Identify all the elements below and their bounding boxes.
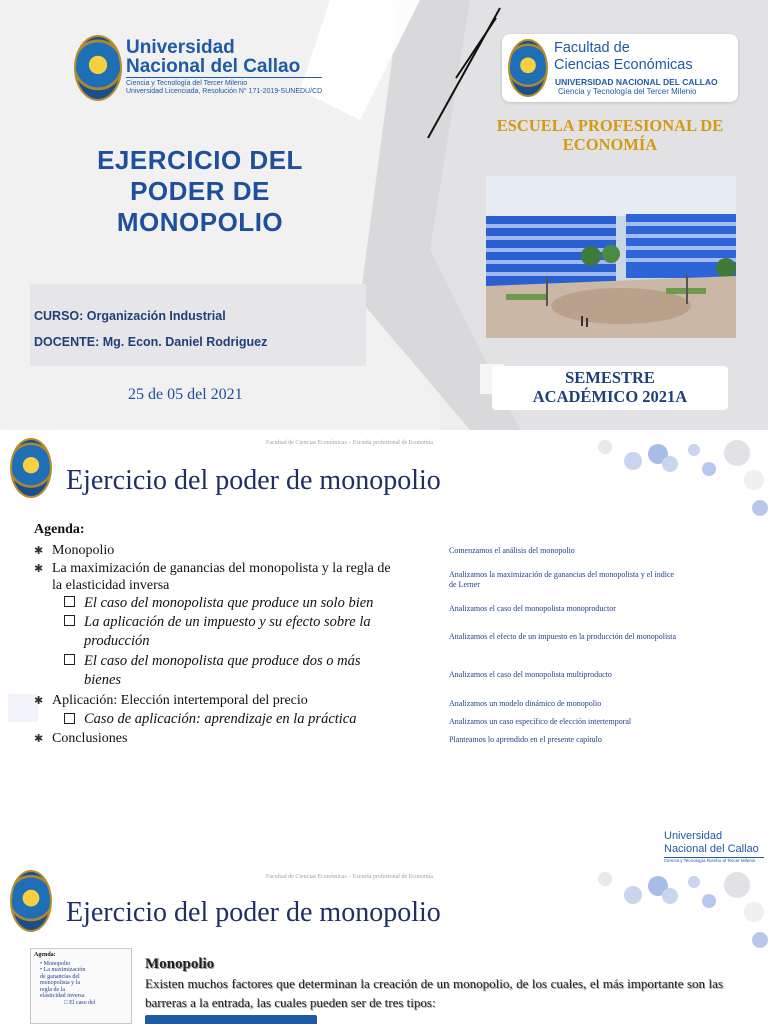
university-sub-line2: Universidad Licenciada, Resolución N° 171-2019-SUNEDU/CD — [126, 88, 323, 95]
corner-logo-line3: Ciencia y Tecnología Rumbo al Tercer Milenio — [664, 858, 756, 863]
corner-logo — [664, 830, 764, 864]
agenda-item-aplicacion: Aplicación: Elección intertemporal del precio — [52, 693, 308, 708]
decor-dot — [744, 902, 764, 922]
agenda-note: Comenzamos el análisis del monopolio — [449, 546, 575, 555]
checkbox-icon — [64, 713, 75, 724]
presentation-date: 25 de 05 del 2021 — [128, 386, 243, 403]
decor-dot — [662, 888, 678, 904]
agenda-note: Analizamos un modelo dinámico de monopolio — [449, 699, 602, 708]
cover-title — [40, 145, 360, 238]
agenda-note: Analizamos el efecto de un impuesto en la producción del monopolista — [449, 632, 677, 641]
slide2-footer: Facultad de Ciencias Económicas – Escuela profesional de Economía — [266, 440, 433, 446]
agenda-item-line: La maximización de ganancias del monopolista y la regla de — [52, 561, 391, 576]
cover-title-line: PODER DE — [130, 176, 270, 206]
decor-dot — [702, 462, 716, 476]
cover-title-line: MONOPOLIO — [116, 207, 284, 237]
semester-box — [492, 366, 728, 410]
decor-dot — [724, 872, 750, 898]
decor-dot — [744, 470, 764, 490]
checkbox-icon — [64, 615, 75, 626]
agenda-note: Analizamos la maximización de ganancias del monopolista y el índice — [449, 570, 675, 579]
agenda-item-conclusiones: Conclusiones — [52, 731, 128, 746]
corner-logo-line1: Universidad — [664, 830, 723, 842]
bullet-icon: ✱ — [34, 545, 44, 557]
agenda-note: de Lerner — [449, 580, 480, 589]
agenda-label: Agenda: — [34, 522, 85, 537]
mini-agenda-label: Agenda: — [34, 952, 56, 958]
decor-dot — [598, 440, 612, 454]
decor-dot — [662, 456, 678, 472]
decor-dot — [702, 894, 716, 908]
faculty-seal-icon — [508, 39, 548, 97]
agenda-note: Analizamos el caso del monopolista monoproductor — [449, 604, 616, 613]
agenda-sub-item: El caso del monopolista que produce dos o más — [84, 653, 361, 669]
cover-title-line: EJERCICIO DEL — [97, 145, 303, 175]
agenda-sub-item: El caso del monopolista que produce un solo bien — [84, 595, 374, 611]
teacher-name: DOCENTE: Mg. Econ. Daniel Rodriguez — [34, 335, 268, 349]
campus-photo — [486, 176, 736, 338]
mini-agenda-item: • Monopolio — [40, 960, 71, 967]
bullet-icon: ✱ — [34, 563, 44, 575]
checkbox-icon — [64, 654, 75, 665]
school-name-line: ESCUELA PROFESIONAL DE — [496, 116, 724, 135]
faculty-university: UNIVERSIDAD NACIONAL DEL CALLAO — [555, 77, 718, 87]
slide3-title: Ejercicio del poder de monopolio — [66, 897, 441, 928]
course-name: CURSO: Organización Industrial — [34, 309, 226, 323]
agenda-sub-item: bienes — [84, 672, 122, 688]
slide3-seal-icon — [10, 870, 52, 932]
agenda-note: Planteamos lo aprendido en el presente capítulo — [449, 735, 602, 744]
decor-dot — [688, 876, 700, 888]
slide2-title: Ejercicio del poder de monopolio — [66, 465, 441, 496]
university-name-line1: Universidad — [126, 37, 235, 58]
checkbox-icon — [64, 596, 75, 607]
mini-agenda-item-text: El caso del — [69, 999, 96, 1006]
bullet-icon: ✱ — [34, 733, 44, 745]
semester-line: ACADÉMICO 2021A — [532, 387, 688, 406]
decor-dot — [752, 500, 768, 516]
school-name — [470, 116, 750, 154]
faculty-motto: Ciencia y Tecnología del Tercer Milenio — [558, 87, 697, 96]
agenda-note: Analizamos el caso del monopolista multiproducto — [449, 670, 612, 679]
mini-agenda-item: • La maximización de ganancias del monopolista y la regla de la elasticidad inversa — [40, 967, 86, 999]
course-info-box — [30, 284, 366, 366]
university-underline — [126, 77, 322, 78]
school-name-line: ECONOMÍA — [562, 135, 658, 154]
faculty-name — [554, 40, 693, 74]
agenda-sub-item: producción — [84, 633, 150, 649]
agenda-note: Analizamos un caso específico de elección intertemporal — [449, 717, 632, 726]
decor-dot — [688, 444, 700, 456]
slide3-footer: Facultad de Ciencias Económicas – Escuela profesional de Economía — [266, 874, 433, 880]
university-sub-line1: Ciencia y Tecnología del Tercer Milenio — [126, 80, 248, 87]
decor-dot — [752, 932, 768, 948]
slide2-seal-icon — [10, 438, 52, 498]
decor-dot — [624, 452, 642, 470]
mini-agenda-panel — [30, 948, 132, 1024]
agenda-item-line: la elasticidad inversa — [52, 578, 170, 593]
decor-dot — [724, 440, 750, 466]
agenda-item-monopolio: Monopolio — [52, 543, 115, 558]
semester-line: SEMESTRE — [565, 368, 655, 387]
decor-dot — [624, 886, 642, 904]
section-title: Monopolio — [145, 956, 215, 972]
section-body: Existen muchos factores que determinan la creación de un monopolio, de los cuales, el más importante son las barreras a la entrada, las cuales pueden ser de tres tipos: — [145, 976, 723, 1010]
agenda-sub-item: Caso de aplicación: aprendizaje en la práctica — [84, 711, 357, 727]
blue-highlight-bar — [145, 1015, 317, 1024]
agenda-item-maximizacion — [52, 560, 391, 577]
university-name-line2: Nacional del Callao — [126, 56, 301, 77]
corner-logo-line2: Nacional del Callao — [664, 843, 759, 855]
mini-agenda-item-text: Monopolio — [43, 960, 71, 967]
university-seal-icon — [74, 35, 122, 101]
faculty-name-line: Facultad de — [554, 40, 630, 56]
mini-agenda-item: □ El caso del — [64, 999, 96, 1006]
faculty-name-line: Ciencias Económicas — [554, 57, 693, 73]
bullet-icon: ✱ — [34, 695, 44, 707]
agenda-sub-item: La aplicación de un impuesto y su efecto sobre la — [84, 614, 371, 630]
decor-dot — [598, 872, 612, 886]
mini-agenda-item-text: La maximización de ganancias del monopolista y la regla de la elasticidad inversa — [40, 967, 86, 999]
cover-slide — [0, 0, 768, 430]
